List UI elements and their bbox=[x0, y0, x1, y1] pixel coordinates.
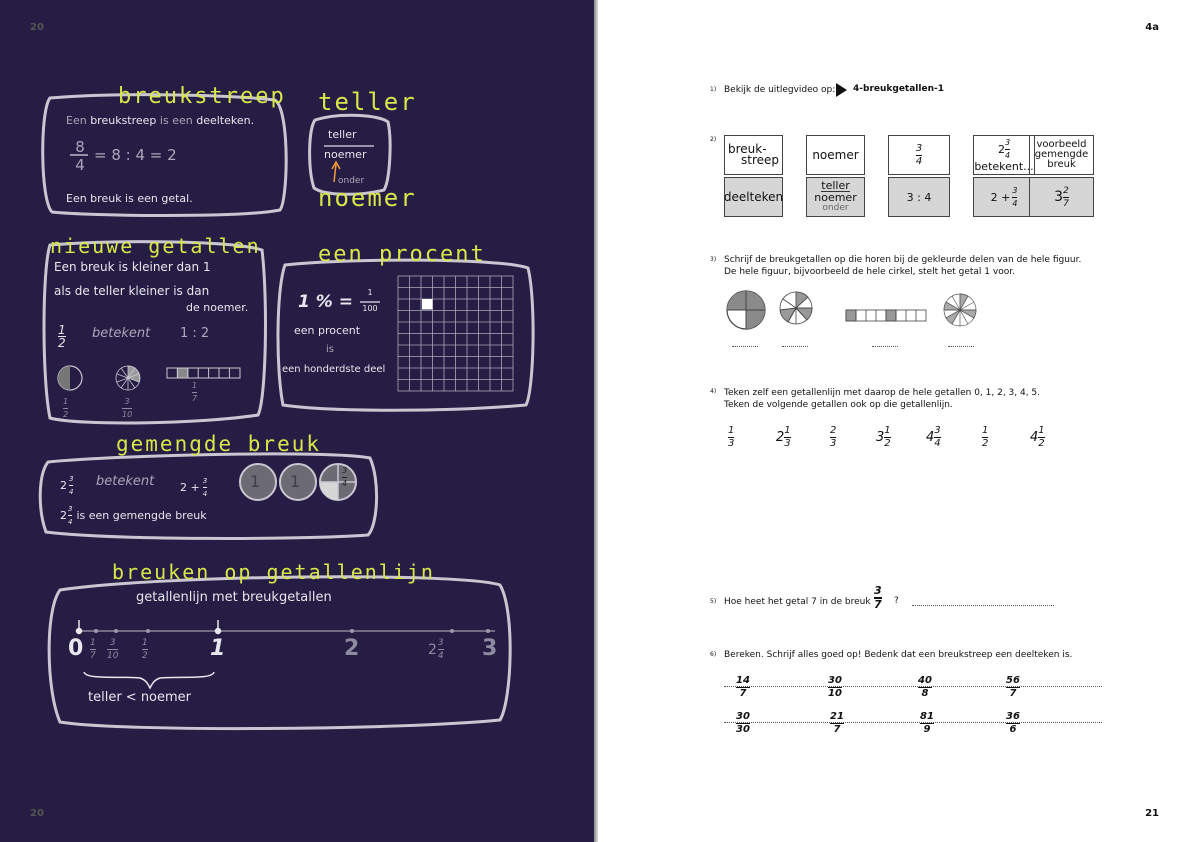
card-ratio[interactable]: 3 : 4 bbox=[888, 177, 950, 217]
pie-circle-icon bbox=[780, 292, 812, 324]
nieuwe-l3: de noemer. bbox=[186, 301, 249, 314]
q4-frac-6: 4 $\frac{1}{2}$ bbox=[1030, 425, 1045, 449]
q5-answer-line[interactable] bbox=[912, 605, 1054, 606]
teller-title: teller bbox=[318, 88, 417, 116]
q4-frac-2: $\frac{2}{3}$ bbox=[830, 425, 837, 449]
q4-frac-5: $\frac{1}{2}$ bbox=[982, 425, 989, 449]
nieuwe-l2: als de teller kleiner is dan bbox=[54, 284, 210, 298]
worksheet-page bbox=[598, 0, 1191, 842]
video-link[interactable]: 4-breukgetallen-1 bbox=[853, 84, 944, 94]
teller-inner: teller bbox=[328, 128, 357, 141]
nl-0: 0 bbox=[68, 636, 84, 661]
q6-line-1[interactable] bbox=[724, 686, 1102, 687]
sevenths-bar-icon bbox=[167, 368, 240, 378]
circle3-label: 3 4 bbox=[342, 466, 348, 488]
q4-frac-1: 2 $\frac{1}{3}$ bbox=[776, 425, 791, 449]
procent-num: 1 bbox=[367, 288, 373, 297]
circle2-label: 1 bbox=[290, 472, 301, 491]
quarters-circle-icon bbox=[727, 291, 765, 329]
page-number-top: 20 bbox=[30, 22, 44, 33]
q1-text: Bekijk de uitlegvideo op: bbox=[724, 85, 836, 95]
mixed-fraction: 2 $\frac{3}{4}$ bbox=[60, 475, 74, 496]
onder-label: onder bbox=[338, 176, 365, 186]
q6-r2-1: 21 7 bbox=[830, 711, 844, 735]
procent-title: een procent bbox=[318, 242, 486, 267]
gemengd-line2: 2 $\frac{3}{4}$ is een gemengde breuk bbox=[60, 505, 207, 526]
page-tag: 4a bbox=[1145, 22, 1159, 33]
card-noemer[interactable]: noemer bbox=[806, 135, 865, 175]
q5-number: 5) bbox=[710, 598, 717, 605]
nl-frac-1-7: 1 7 bbox=[90, 638, 96, 661]
cap-half: 1 2 bbox=[63, 397, 69, 419]
q4-frac-0: $\frac{1}{3}$ bbox=[728, 425, 735, 449]
card-three-quarters[interactable]: $\frac{3}{4}$ bbox=[888, 135, 950, 175]
card-voorbeeld[interactable]: voorbeeld gemengde breuk bbox=[1029, 135, 1094, 175]
eq-rest: = 8 : 4 = 2 bbox=[94, 146, 177, 164]
procent-w2: is bbox=[326, 344, 334, 355]
betekent-label: betekent bbox=[92, 326, 151, 341]
q6-r2-0: 30 30 bbox=[736, 711, 750, 735]
breukstreep-line1: Een breukstreep is een deelteken. bbox=[66, 114, 255, 127]
q3-number: 3) bbox=[710, 256, 717, 263]
brace-text: teller < noemer bbox=[88, 690, 192, 705]
q2-number: 2) bbox=[710, 136, 717, 143]
q6-r1-0: 14 7 bbox=[736, 675, 750, 699]
nieuwe-l1: Een breuk is kleiner dan 1 bbox=[54, 260, 211, 274]
eq-numerator: 8 bbox=[75, 138, 85, 156]
q6-r2-3: 36 6 bbox=[1006, 711, 1020, 735]
card-teller-noemer[interactable]: teller noemer onder bbox=[806, 177, 865, 217]
card-sum[interactable]: 2 + $\frac{3}{4}$ bbox=[973, 177, 1035, 217]
half-circle-icon bbox=[58, 366, 82, 390]
eq-denominator: 4 bbox=[75, 156, 85, 174]
q4-frac-4: 4 $\frac{3}{4}$ bbox=[926, 425, 941, 449]
q6-number: 6) bbox=[710, 651, 717, 658]
nl-frac-2-3-4: 2 $\frac{3}{4}$ bbox=[428, 638, 444, 661]
nl-3: 3 bbox=[482, 636, 498, 661]
procent-lhs: 1 % = bbox=[298, 292, 353, 312]
q4-frac-3: 3 $\frac{1}{2}$ bbox=[876, 425, 891, 449]
getallenlijn-title: breuken op getallenlijn bbox=[112, 560, 435, 584]
cap-sevenths: 1 7 bbox=[192, 381, 198, 403]
q6-r1-3: 56 7 bbox=[1006, 675, 1020, 699]
play-icon[interactable] bbox=[836, 83, 847, 97]
nl-1: 1 bbox=[210, 636, 226, 661]
card-mixed[interactable]: 3 $\frac{2}{7}$ bbox=[1029, 177, 1094, 217]
q4-number: 4) bbox=[710, 388, 717, 395]
q3-figures bbox=[718, 288, 988, 352]
answer-line[interactable] bbox=[948, 346, 974, 347]
q6-r1-2: 40 8 bbox=[918, 675, 932, 699]
procent-den: 100 bbox=[362, 304, 378, 313]
q5-fraction: 3 7 bbox=[874, 584, 882, 611]
tenths-circle-icon bbox=[116, 366, 140, 390]
q1-number: 1) bbox=[710, 86, 717, 93]
answer-line[interactable] bbox=[872, 346, 898, 347]
q6-r2-2: 81 9 bbox=[920, 711, 934, 735]
ratio-label: 1 : 2 bbox=[180, 326, 210, 341]
q4-line2: Teken de volgende getallen ook op die getallenlijn. bbox=[724, 400, 953, 410]
getallenlijn-subtitle: getallenlijn met breukgetallen bbox=[136, 590, 332, 605]
q6-r1-1: 30 10 bbox=[828, 675, 842, 699]
twelfths-circle-icon bbox=[944, 294, 976, 326]
card-breukstreep[interactable]: breuk- streep bbox=[724, 135, 783, 175]
mixed-sum: 2 + $\frac{3}{4}$ bbox=[180, 477, 208, 498]
breukstreep-title: breukstreep bbox=[118, 84, 286, 109]
hundred-grid bbox=[398, 276, 513, 391]
q5-question-mark: ? bbox=[894, 596, 899, 606]
q6-line-2[interactable] bbox=[724, 722, 1102, 723]
q4-fractions bbox=[728, 426, 1068, 452]
breukstreep-line2: Een breuk is een getal. bbox=[66, 192, 193, 205]
cap-tenths: 3 10 bbox=[122, 397, 133, 419]
procent-w1: een procent bbox=[294, 324, 361, 337]
q3-line2: De hele figuur, bijvoorbeeld de hele cirkel, stelt het getal 1 voor. bbox=[724, 267, 1015, 277]
nl-frac-3-10: 3 10 bbox=[107, 638, 119, 661]
brace bbox=[84, 672, 214, 688]
q3-line1: Schrijf de breukgetallen op die horen bij de gekleurde delen van de hele figuur. bbox=[724, 255, 1082, 265]
answer-line[interactable] bbox=[732, 346, 758, 347]
noemer-inner: noemer bbox=[324, 148, 367, 161]
nl-2: 2 bbox=[344, 636, 360, 661]
procent-w3: een honderdste deel bbox=[282, 364, 386, 375]
chalkboard-page bbox=[0, 0, 594, 842]
page-number-bottom: 20 bbox=[30, 808, 44, 819]
gemengd-betekent: betekent bbox=[96, 474, 155, 489]
card-betekent[interactable]: 2 $\frac{3}{4}$ betekent... bbox=[973, 135, 1035, 175]
q4-line1: Teken zelf een getallenlijn met daarop de hele getallen 0, 1, 2, 3, 4, 5. bbox=[724, 388, 1041, 398]
gemengd-title: gemengde breuk bbox=[116, 432, 322, 456]
answer-line[interactable] bbox=[782, 346, 808, 347]
page-number: 21 bbox=[1145, 808, 1159, 819]
card-deelteken[interactable]: deelteken bbox=[724, 177, 783, 217]
circle1-label: 1 bbox=[250, 472, 261, 491]
q5-text: Hoe heet het getal 7 in de breuk bbox=[724, 597, 871, 607]
noemer-title: noemer bbox=[318, 184, 417, 212]
nl-frac-1-2: 1 2 bbox=[142, 638, 148, 661]
nieuwe-title: nieuwe getallen bbox=[50, 234, 261, 258]
half-fraction: 1 2 bbox=[58, 323, 66, 350]
bar-strip-icon bbox=[846, 310, 926, 321]
q6-text: Bereken. Schrijf alles goed op! Bedenk dat een breukstreep een deelteken is. bbox=[724, 650, 1073, 660]
